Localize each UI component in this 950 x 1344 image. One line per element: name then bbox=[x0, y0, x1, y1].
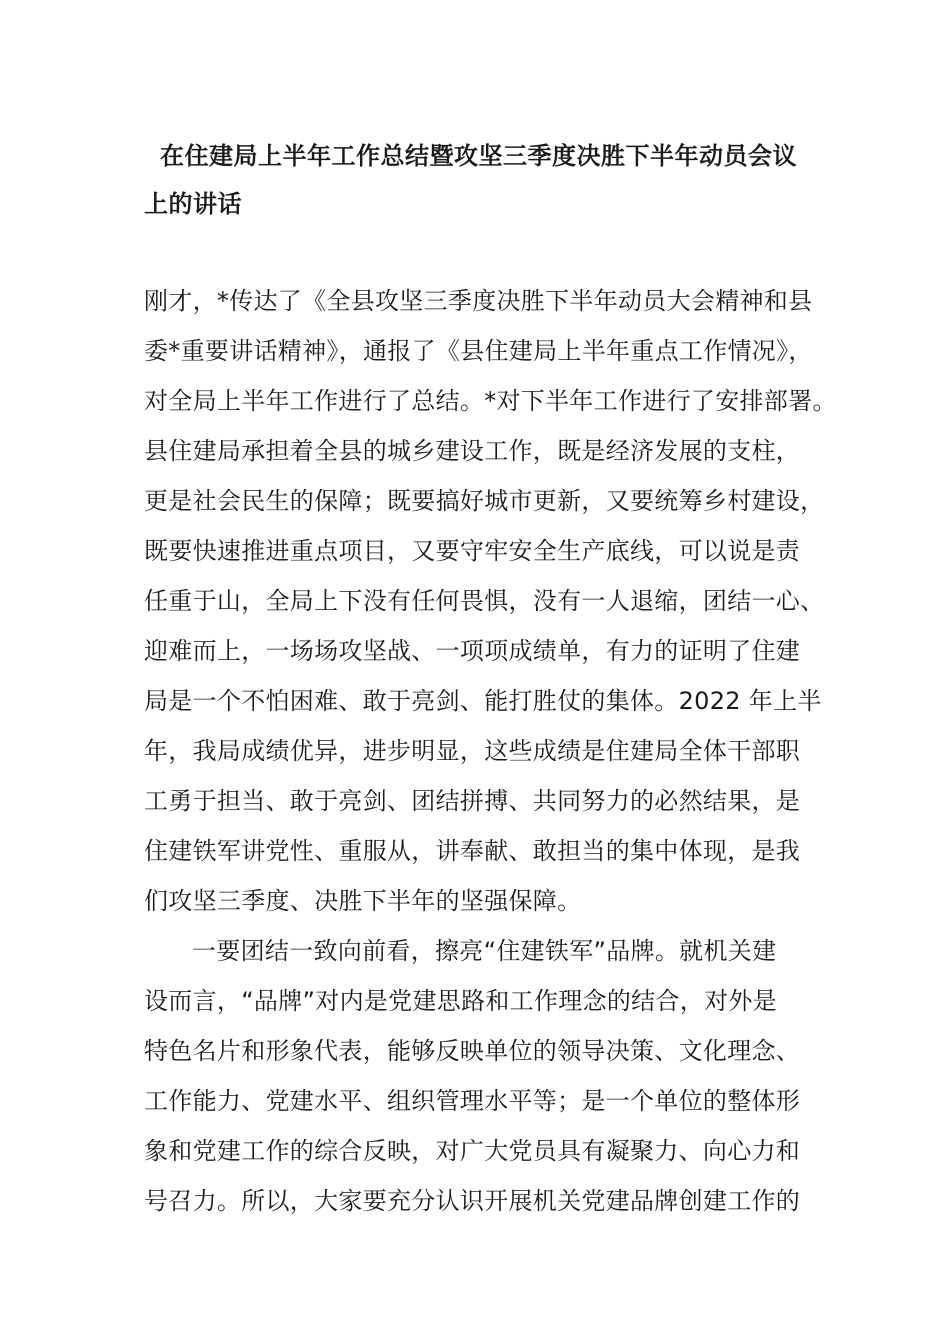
text-line: 象和党建工作的综合反映，对广大党员具有凝聚力、向心力和 bbox=[144, 1137, 801, 1165]
text-line: 刚才，*传达了《全县攻坚三季度决胜下半年动员大会精神和县 bbox=[144, 287, 813, 315]
text-line: 对全局上半年工作进行了总结。*对下半年工作进行了安排部署。 bbox=[144, 387, 837, 415]
text-line: 设而言，“品牌”对内是党建思路和工作理念的结合，对外是 bbox=[144, 987, 777, 1015]
text-line: 一要团结一致向前看，擦亮“住建铁军”品牌。就机关建 bbox=[192, 937, 777, 965]
text-line: 任重于山，全局上下没有任何畏惧，没有一人退缩，团结一心、 bbox=[144, 587, 825, 615]
text-line: 们攻坚三季度、决胜下半年的坚强保障。 bbox=[144, 887, 582, 915]
paragraph-1 bbox=[144, 276, 837, 926]
text-line: 局是一个不怕困难、敢于亮剑、能打胜仗的集体。2022 年上半 bbox=[144, 687, 822, 715]
text-line: 迎难而上，一场场攻坚战、一项项成绩单，有力的证明了住建 bbox=[144, 637, 801, 665]
text-line: 工勇于担当、敢于亮剑、团结拼搏、共同努力的必然结果，是 bbox=[144, 787, 801, 815]
text-line: 特色名片和形象代表，能够反映单位的领导决策、文化理念、 bbox=[144, 1037, 801, 1065]
text-line: 更是社会民生的保障；既要搞好城市更新，又要统筹乡村建设， bbox=[144, 487, 825, 515]
text-line: 县住建局承担着全县的城乡建设工作，既是经济发展的支柱， bbox=[144, 437, 801, 465]
text-line: 委*重要讲话精神》，通报了《县住建局上半年重点工作情况》， bbox=[144, 337, 813, 365]
text-line: 工作能力、党建水平、组织管理水平等；是一个单位的整体形 bbox=[144, 1087, 801, 1115]
document-body bbox=[144, 276, 837, 1226]
text-line: 号召力。所以，大家要充分认识开展机关党建品牌创建工作的 bbox=[144, 1187, 801, 1215]
text-line: 既要快速推进重点项目，又要守牢安全生产底线，可以说是责 bbox=[144, 537, 801, 565]
document-title: 在住建局上半年工作总结暨攻坚三季度决胜下半年动员会议上的讲话 bbox=[144, 142, 797, 218]
paragraph-2 bbox=[144, 926, 814, 1226]
text-line: 住建铁军讲党性、重服从，讲奉献、敢担当的集中体现，是我 bbox=[144, 837, 801, 865]
text-line: 年，我局成绩优异，进步明显，这些成绩是住建局全体干部职 bbox=[144, 737, 801, 765]
